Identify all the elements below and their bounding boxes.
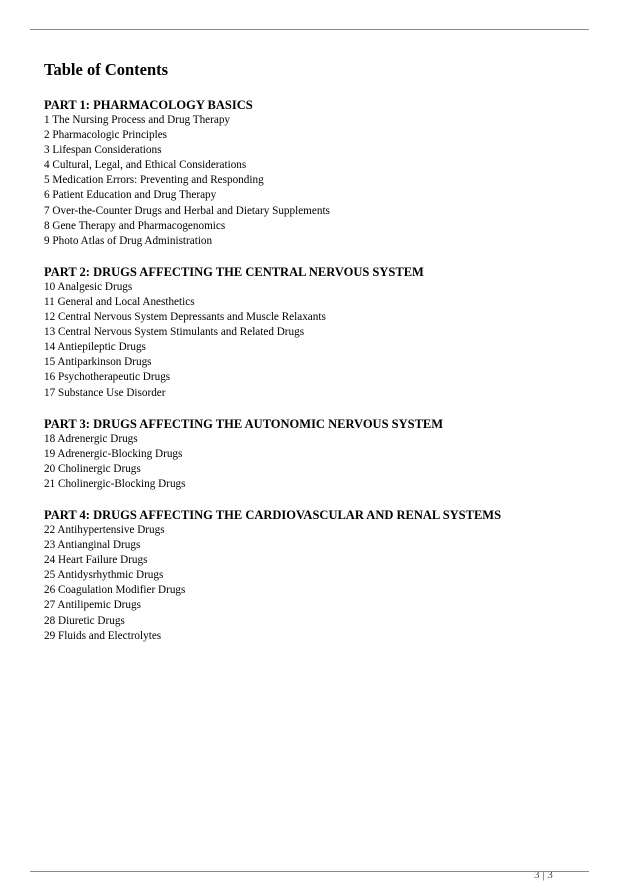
part-heading: PART 2: DRUGS AFFECTING THE CENTRAL NERVOUS SYSTEM: [44, 264, 424, 279]
footer-rule: [30, 871, 589, 872]
chapter-item: 2 Pharmacologic Principles: [44, 129, 168, 142]
chapter-list: [44, 280, 589, 401]
chapter-item: 23 Antianginal Drugs: [44, 539, 141, 552]
part-heading: PART 4: DRUGS AFFECTING THE CARDIOVASCULAR AND RENAL SYSTEMS: [44, 507, 502, 522]
chapter-item: 24 Heart Failure Drugs: [44, 554, 148, 567]
chapter-item: 27 Antilipemic Drugs: [44, 599, 141, 612]
chapter-item: 11 General and Local Anesthetics: [44, 295, 195, 308]
chapter-item: 25 Antidysrhythmic Drugs: [44, 569, 164, 582]
chapter-item: 22 Antihypertensive Drugs: [44, 523, 165, 536]
chapter-item: 5 Medication Errors: Preventing and Responding: [44, 174, 264, 187]
part-section-2: [44, 264, 589, 401]
chapter-item: 7 Over-the-Counter Drugs and Herbal and Dietary Supplements: [44, 204, 330, 217]
chapter-list: [44, 113, 589, 249]
chapter-item: 1 The Nursing Process and Drug Therapy: [44, 114, 231, 126]
chapter-item: 28 Diuretic Drugs: [44, 614, 125, 627]
chapter-item: 8 Gene Therapy and Pharmacogenomics: [44, 219, 226, 232]
chapter-item: 6 Patient Education and Drug Therapy: [44, 189, 217, 202]
chapter-item: 19 Adrenergic-Blocking Drugs: [44, 447, 183, 460]
part-heading: PART 3: DRUGS AFFECTING THE AUTONOMIC NERVOUS SYSTEM: [44, 416, 444, 431]
chapter-item: 18 Adrenergic Drugs: [44, 432, 138, 445]
chapter-item: 20 Cholinergic Drugs: [44, 462, 141, 475]
part-section-1: [44, 97, 589, 249]
chapter-item: 21 Cholinergic-Blocking Drugs: [44, 477, 186, 490]
chapter-item: 13 Central Nervous System Stimulants and Related Drugs: [44, 326, 305, 339]
chapter-item: 26 Coagulation Modifier Drugs: [44, 584, 186, 597]
document-body: [44, 60, 589, 659]
chapter-item: 14 Antiepileptic Drugs: [44, 341, 146, 354]
page-title: Table of Contents: [44, 60, 169, 79]
chapter-item: 15 Antiparkinson Drugs: [44, 356, 152, 369]
chapter-list: [44, 523, 589, 644]
chapter-item: 29 Fluids and Electrolytes: [44, 629, 162, 642]
chapter-item: 4 Cultural, Legal, and Ethical Considerations: [44, 159, 247, 172]
chapter-item: 12 Central Nervous System Depressants and Muscle Relaxants: [44, 311, 326, 324]
header-rule: [30, 29, 589, 30]
chapter-item: 17 Substance Use Disorder: [44, 386, 166, 399]
part-section-3: [44, 416, 589, 492]
chapter-item: 16 Psychotherapeutic Drugs: [44, 371, 171, 384]
page-number: 3 | 3: [534, 869, 553, 881]
chapter-item: 3 Lifespan Considerations: [44, 144, 162, 157]
part-heading: PART 1: PHARMACOLOGY BASICS: [44, 98, 253, 112]
chapter-list: [44, 432, 589, 492]
chapter-item: 9 Photo Atlas of Drug Administration: [44, 234, 213, 247]
part-section-4: [44, 507, 589, 644]
chapter-item: 10 Analgesic Drugs: [44, 280, 133, 293]
